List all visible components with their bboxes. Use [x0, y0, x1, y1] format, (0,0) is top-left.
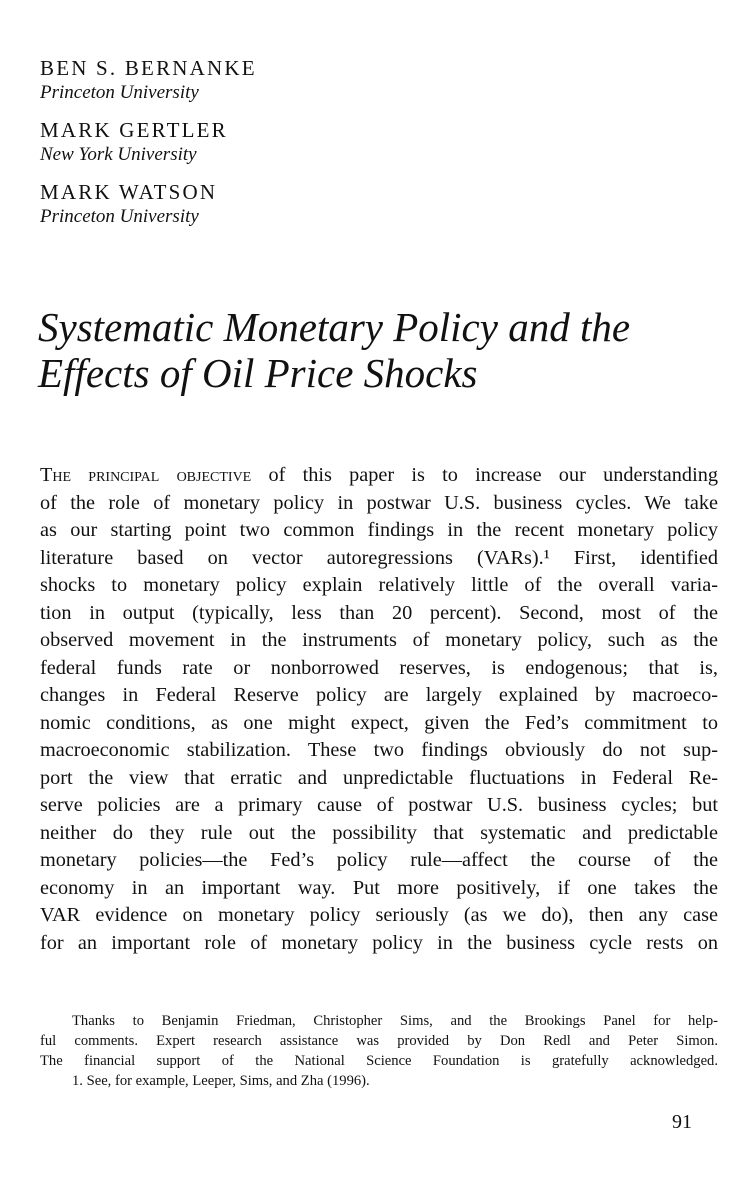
title-line: Systematic Monetary Policy and the — [38, 304, 631, 350]
lead-in: The principal objective — [40, 464, 252, 486]
body-line — [40, 462, 718, 490]
body-line: federal funds rate or nonborrowed reserves, is endogenous; that is, — [40, 656, 718, 679]
author-name: BEN S. BERNANKE — [40, 56, 257, 80]
author-affiliation: New York University — [40, 144, 197, 165]
title-line: Effects of Oil Price Shocks — [38, 350, 478, 396]
footnote-1: 1. See, for example, Leeper, Sims, and Zha (1996). — [72, 1073, 370, 1089]
body-line: changes in Federal Reserve policy are largely explained by macroeco- — [40, 684, 718, 706]
body-line-text: of this paper is to increase our understanding — [251, 464, 718, 486]
paper-title — [38, 304, 728, 396]
body-line: serve policies are a primary cause of postwar U.S. business cycles; but — [40, 794, 718, 816]
author-entry — [40, 118, 257, 167]
author-affiliation: Princeton University — [40, 206, 199, 227]
body-line: monetary policies—the Fed’s policy rule—affect the course of the — [40, 849, 718, 871]
body-paragraph — [40, 462, 718, 957]
body-line: neither do they rule out the possibility that systematic and predictable — [40, 821, 718, 844]
body-line: VAR evidence on monetary policy seriously (as we do), then any case — [40, 904, 718, 926]
author-block — [40, 56, 257, 242]
body-line: observed movement in the instruments of monetary policy, such as the — [40, 629, 718, 651]
body-line: tion in output (typically, less than 20 percent). Second, most of the — [40, 601, 718, 624]
footnotes — [40, 1011, 718, 1091]
body-line: literature based on vector autoregressions (VARs).¹ First, identified — [40, 546, 718, 569]
author-entry — [40, 56, 257, 105]
body-line: for an important role of monetary policy in the business cycle rests on — [40, 931, 718, 954]
author-name: MARK WATSON — [40, 180, 218, 204]
body-line: shocks to monetary policy explain relatively little of the overall varia- — [40, 574, 718, 596]
body-line: nomic conditions, as one might expect, given the Fed’s commitment to — [40, 711, 718, 734]
acknowledgment-line: Thanks to Benjamin Friedman, Christopher Sims, and the Brookings Panel for help- — [72, 1013, 718, 1029]
body-line: port the view that erratic and unpredictable fluctuations in Federal Re- — [40, 766, 718, 789]
page-number: 91 — [672, 1111, 692, 1133]
author-name: MARK GERTLER — [40, 118, 228, 142]
body-line: as our starting point two common findings in the recent monetary policy — [40, 519, 718, 541]
body-line: of the role of monetary policy in postwar U.S. business cycles. We take — [40, 491, 718, 514]
body-line: economy in an important way. Put more positively, if one takes the — [40, 876, 718, 899]
body-line: macroeconomic stabilization. These two findings obviously do not sup- — [40, 739, 718, 761]
acknowledgment-line: ful comments. Expert research assistance was provided by Don Redl and Peter Simon. — [40, 1033, 718, 1049]
author-entry — [40, 180, 257, 229]
author-affiliation: Princeton University — [40, 82, 199, 103]
acknowledgment-line: The financial support of the National Science Foundation is gratefully acknowledged. — [40, 1053, 718, 1069]
